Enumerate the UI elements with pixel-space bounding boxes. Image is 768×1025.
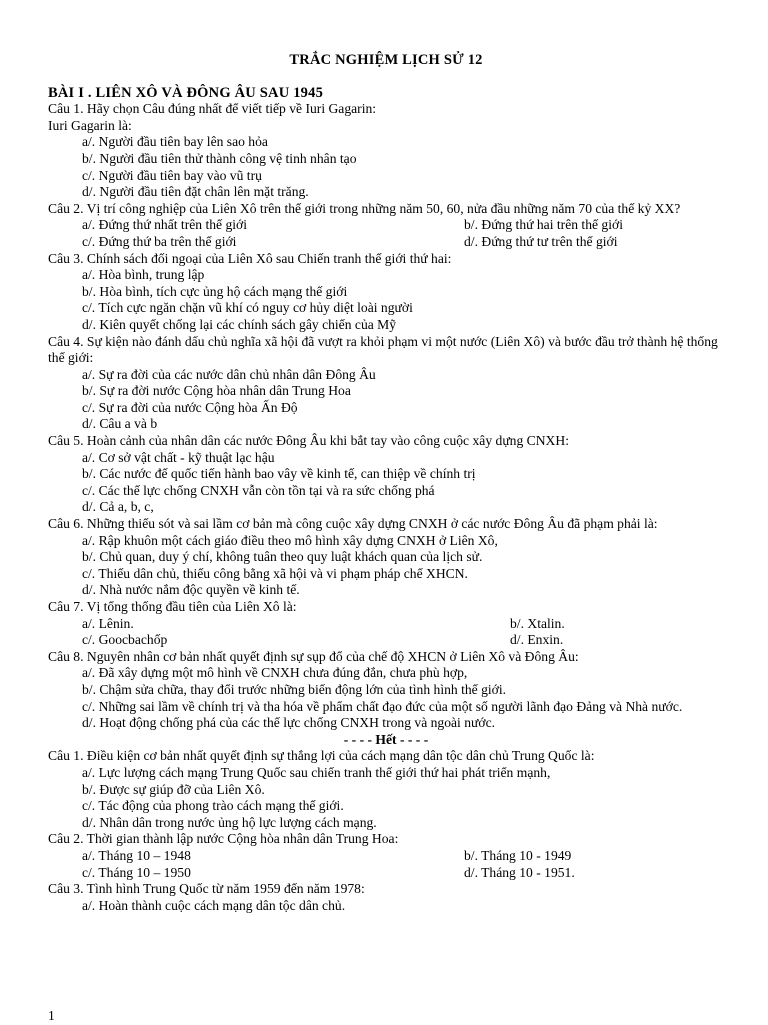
lesson-title: BÀI I . LIÊN XÔ VÀ ĐÔNG ÂU SAU 1945 [48, 84, 324, 101]
question-text: Câu 1. Hãy chọn Câu đúng nhất để viết tiếp về Iuri Gagarin: [48, 101, 377, 117]
question-7 [48, 599, 724, 649]
option-b: b/. Xtalin. [510, 615, 565, 631]
section-end-marker: - - - - Hết - - - - [343, 731, 429, 747]
option-b: b/. Chậm sửa chữa, thay đổi trước những biến động lớn của tình hình thế giới. [82, 681, 507, 697]
question-2 [48, 201, 724, 251]
option-b: b/. Đứng thứ hai trên thế giới [464, 217, 623, 233]
question-1 [48, 748, 724, 831]
option-b: b/. Hòa bình, tích cực ủng hộ cách mạng thế giới [82, 283, 348, 299]
options-row [48, 616, 724, 633]
option-c: c/. Tích cực ngăn chặn vũ khí có nguy cơ hủy diệt loài người [82, 300, 413, 316]
question-3 [48, 251, 724, 334]
options-row [48, 217, 724, 234]
question-text: Câu 2. Vị trí công nghiệp của Liên Xô trên thế giới trong những năm 50, 60, nửa đầu những năm 70 của thế kỷ XX? [48, 200, 681, 216]
option-a: a/. Tháng 10 – 1948 [82, 847, 191, 863]
option-c: c/. Sự ra đời của nước Cộng hòa Ấn Độ [82, 399, 298, 415]
option-c: c/. Các thế lực chống CNXH vẫn còn tồn tại và ra sức chống phá [82, 482, 435, 498]
question-4 [48, 334, 724, 434]
option-b: b/. Tháng 10 - 1949 [464, 847, 572, 863]
option-c: c/. Những sai lầm về chính trị và tha hóa về phẩm chất đạo đức của một số người lãnh đạo Đảng và Nhà nước. [82, 698, 683, 714]
option-d: d/. Nhà nước nắm độc quyền về kinh tế. [82, 582, 300, 598]
option-a: a/. Đã xây dựng một mô hình về CNXH chưa đúng đắn, chưa phù hợp, [82, 665, 468, 681]
document-page [48, 52, 724, 914]
option-c: c/. Đứng thứ ba trên thế giới [82, 233, 237, 249]
option-b: b/. Các nước đế quốc tiến hành bao vây về kinh tế, can thiệp về chính trị [82, 466, 476, 482]
option-d: d/. Tháng 10 - 1951. [464, 864, 575, 880]
question-text: Câu 5. Hoàn cảnh của nhân dân các nước Đông Âu khi bắt tay vào công cuộc xây dựng CNXH: [48, 433, 569, 449]
option-a: a/. Cơ sở vật chất - kỹ thuật lạc hậu [82, 449, 275, 465]
option-b: b/. Người đầu tiên thử thành công vệ tinh nhân tạo [82, 150, 357, 166]
option-c: c/. Tháng 10 – 1950 [82, 864, 191, 880]
page-number: 1 [48, 1008, 55, 1023]
option-a: a/. Đứng thứ nhất trên thế giới [82, 217, 248, 233]
document-title: TRẮC NGHIỆM LỊCH SỬ 12 [289, 52, 483, 68]
question-3 [48, 881, 724, 914]
option-d: d/. Kiên quyết chống lại các chính sách gây chiến của Mỹ [82, 316, 397, 332]
option-a: a/. Người đầu tiên bay lên sao hỏa [82, 134, 268, 150]
question-text: Câu 3. Chính sách đối ngoại của Liên Xô sau Chiến tranh thế giới thứ hai: [48, 250, 452, 266]
question-8 [48, 649, 724, 732]
option-b: b/. Sự ra đời nước Cộng hòa nhân dân Trung Hoa [82, 383, 351, 399]
options-row [48, 848, 724, 865]
option-a: a/. Lênin. [82, 615, 134, 631]
question-text: Câu 6. Những thiếu sót và sai lầm cơ bản mà công cuộc xây dựng CNXH ở các nước Đông Âu đã phạm phải là: [48, 516, 658, 532]
question-text: Câu 7. Vị tổng thống đầu tiên của Liên Xô là: [48, 599, 297, 614]
question-text: Câu 2. Thời gian thành lập nước Cộng hòa nhân dân Trung Hoa: [48, 831, 399, 847]
option-c: c/. Goocbachốp [82, 632, 168, 648]
option-b: b/. Chủ quan, duy ý chí, không tuân theo quy luật khách quan của lịch sử. [82, 549, 483, 565]
option-c: c/. Tác động của phong trào cách mạng thế giới. [82, 798, 344, 814]
option-c: c/. Người đầu tiên bay vào vũ trụ [82, 167, 262, 183]
option-a: a/. Lực lượng cách mạng Trung Quốc sau chiến tranh thế giới thứ hai phát triển mạnh, [82, 764, 551, 780]
question-subtext: Iuri Gagarin là: [48, 117, 132, 133]
option-a: a/. Hòa bình, trung lập [82, 267, 205, 283]
options-row [48, 234, 724, 251]
question-6 [48, 516, 724, 599]
question-text: Câu 3. Tình hình Trung Quốc từ năm 1959 đến năm 1978: [48, 881, 365, 897]
option-d: d/. Enxin. [510, 632, 564, 648]
option-d: d/. Người đầu tiên đặt chân lên mặt trăng. [82, 184, 309, 200]
options-row [48, 632, 724, 649]
option-d: d/. Hoạt động chống phá của các thế lực chống CNXH trong và ngoài nước. [82, 715, 496, 731]
option-a: a/. Hoàn thành cuộc cách mạng dân tộc dân chủ. [82, 897, 346, 913]
option-b: b/. Được sự giúp đỡ của Liên Xô. [82, 781, 265, 797]
option-a: a/. Sự ra đời của các nước dân chủ nhân dân Đông Âu [82, 366, 376, 382]
option-d: d/. Cả a, b, c, [82, 499, 154, 515]
option-d: d/. Câu a và b [82, 416, 158, 432]
question-1 [48, 101, 724, 201]
option-c: c/. Thiếu dân chủ, thiếu công bằng xã hội và vi phạm pháp chế XHCN. [82, 565, 468, 581]
question-text: Câu 4. Sự kiện nào đánh dấu chủ nghĩa xã hội đã vượt ra khỏi phạm vi một nước (Liên Xô) và bước đầu trở thành hệ thống thế giới: [48, 333, 718, 366]
question-text: Câu 1. Điều kiện cơ bản nhất quyết định sự thắng lợi của cách mạng dân tộc dân chủ Trung Quốc là: [48, 748, 595, 764]
option-d: d/. Nhân dân trong nước ủng hộ lực lượng cách mạng. [82, 814, 377, 830]
option-d: d/. Đứng thứ tư trên thế giới [464, 233, 618, 249]
option-a: a/. Rập khuôn một cách giáo điều theo mô hình xây dựng CNXH ở Liên Xô, [82, 532, 498, 548]
question-2 [48, 831, 724, 881]
question-5 [48, 433, 724, 516]
question-text: Câu 8. Nguyên nhân cơ bản nhất quyết định sự sụp đổ của chế độ XHCN ở Liên Xô và Đông Âu: [48, 648, 579, 664]
options-row [48, 865, 724, 882]
